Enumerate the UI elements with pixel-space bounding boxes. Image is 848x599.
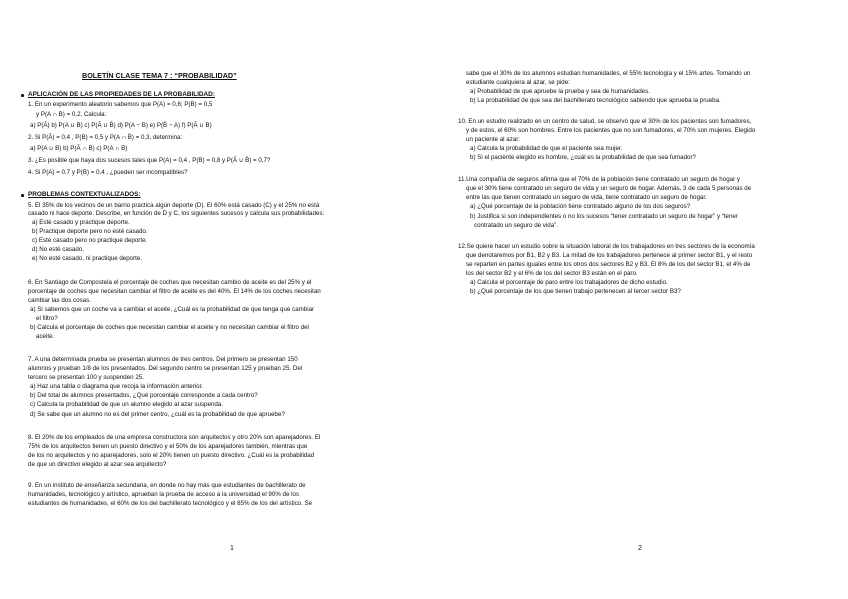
problem-line: de que un directivo elegido al azar sea arquitecto?: [28, 461, 167, 468]
problem-line: cambiar las dos cosas.: [28, 297, 91, 304]
problem-line: el filtro?: [36, 315, 58, 322]
problem-line: 12.Se quiere hacer un estudio sobre la situación laboral de los trabajadores en tres sectores de la economía: [458, 243, 755, 250]
exercise-line: 3. ¿Es posible que haya dos sucesos tales que P(A) = 0,4 , P(B) = 0,8 y P(Ā ∪ B̄) = 0,7?: [28, 157, 271, 164]
problem-line: a) Si sabemos que un coche va a cambiar el aceite, ¿Cuál es la probabilidad de que tenga que cambiar: [30, 306, 315, 313]
problem-line: c) Esté casado pero no practique deporte.: [32, 237, 148, 244]
page-2: [424, 0, 848, 599]
problem-line: b) Practique deporte pero no esté casado.: [32, 228, 148, 235]
problem-line: 5. El 35% de los vecinos de un barrio practica algún deporte (D). El 60% está casado (C) y el 25% no está: [28, 202, 320, 209]
exercise-line: 4. Si P(A) = 0,7 y P(B) = 0,4 , ¿pueden ser incompatibles?: [28, 169, 188, 176]
problem-line: d) Se sabe que un alumno no es del primer centro, ¿cuál es la probabilidad de que apruebe?: [30, 411, 285, 418]
problem-line: b) Del total de alumnos presentados, ¿Qué porcentaje corresponde a cada centro?: [30, 392, 258, 399]
section-heading-problems: PROBLEMAS CONTEXTUALIZADOS:: [28, 191, 141, 198]
problem-line: un paciente al azar:: [466, 136, 521, 143]
problem-line: c) Calcula la probabilidad de que un alumno elegido al azar suspenda.: [30, 401, 223, 408]
problem-line: que denotaremos por B1, B2 y B3. La mitad de los trabajadores pertenece al primer sector B1, y el resto: [466, 252, 753, 259]
problem-line: a) Calcula el porcentaje de paro entre los trabajadores de dicho estudio.: [470, 279, 668, 286]
problem-line: y de estos, el 60% son hombres. Entre los pacientes que no son fumadores, el 70% son mujeres. Elegido: [466, 127, 756, 134]
exercise-line: 2. Si P(Ā) = 0,4 , P(B) = 0,5 y P(A ∩ B̄) = 0,3, determina:: [28, 134, 183, 141]
problem-line: contratado un seguro de vida”.: [474, 222, 558, 229]
problem-line: a) Calcula la probabilidad de que el paciente sea mujer.: [470, 145, 623, 152]
problem-line: estudiante cualquiera al azar, se pide:: [466, 79, 570, 86]
problem-line: a) Probabilidad de que apruebe la prueba y sea de humanidades.: [470, 88, 650, 95]
problem-line: 8. El 20% de los empleados de una empresa constructora son arquitectos y otro 20% son aparejadores. El: [28, 434, 321, 441]
problem-line: 9. En un instituto de enseñanza secundaria, en donde no hay más que estudiantes de bachillerato de: [28, 482, 306, 489]
problem-line: e) No esté casado, ni practique deporte.: [32, 255, 143, 262]
problem-line: estudiantes de humanidades, el 60% de los del bachillerato tecnológico y el 85% de los del artístico. Se: [28, 500, 313, 507]
problem-line: casado ni hace deporte. Describe, en función de D y C, los siguientes sucesos y calcula sus probabilidades:: [28, 210, 325, 217]
problem-line: 10. En un estudio realizado en un centro de salud, se observó que el 30% de los pacientes son fumadores,: [458, 118, 752, 125]
problem-line: b) Calcula el porcentaje de coches que necesitan cambiar el aceite y no necesitan cambiar el filtro del: [30, 324, 309, 331]
bullet: [21, 194, 24, 197]
bullet: [21, 94, 24, 97]
problem-line: b) Si el paciente elegido es hombre, ¿cuál es la probabilidad de que sea fumador?: [470, 154, 696, 161]
section-heading-properties: APLICACIÓN DE LAS PROPIEDADES DE LA PROBABILIDAD:: [28, 91, 215, 98]
problem-line: de los no arquitectos y no aparejadores, solo el 20% tienen un puesto directivo. ¿Cuál es la probabilidad: [28, 452, 315, 459]
problem-line: los del sector B2 y el 6% de los del sector B3 están en el paro.: [466, 270, 638, 277]
problem-line: a) Esté casado y practique deporte.: [32, 219, 130, 226]
problem-line: entre las que tienen contratado un seguro de vida, tiene contratado un seguro de hogar.: [466, 194, 707, 201]
problem-line: alumnos y prueban 1/8 de los presentados. Del segundo centro se presentan 125 y prueban 25. Del: [28, 365, 303, 372]
problem-line: b) La probabilidad de que sea del bachillerato tecnológico sabiendo que aprueba la prueba.: [470, 97, 721, 104]
problem-line: se reparten en partes iguales entre los otros dos sectores B2 y B3. El 8% de los del sector B1, el 4% de: [466, 261, 751, 268]
problem-line: 75% de los arquitectos tienen un puesto directivo y el 50% de los aparejadores también, mientras que: [28, 443, 308, 450]
exercise-line: a) P(Ā) b) P(A ∪ B) c) P(Ā ∪ B̄) d) P(A − B) e) P(B̄ − A) f) P(Ā ∪ B): [30, 122, 212, 129]
page-number: 1: [230, 545, 234, 552]
document-title: BOLETÍN CLASE TEMA 7 : “PROBABILIDAD”: [82, 71, 237, 80]
page-number: 2: [638, 545, 642, 552]
problem-line: sabe que el 30% de los alumnos estudian humanidades, el 55% tecnología y el 15% artes. Tomando un: [466, 70, 751, 77]
exercise-line: 1. En un experimento aleatorio sabemos que P(A) = 0,6; P(B) = 0,5: [28, 101, 213, 108]
problem-line: a) ¿Qué porcentaje de la población tiene contratado alguno de los dos seguros?: [470, 203, 691, 210]
problem-line: 6. En Santiago de Compostela el porcentaje de coches que necesitan cambio de aceite es del 25% y el: [28, 279, 312, 286]
problem-line: b) Justifica si son independientes o no los sucesos “tener contratado un seguro de hogar” y “tener: [470, 213, 738, 220]
problem-line: 7. A una determinada prueba se presentan alumnos de tres centros. Del primero se presentan 150: [28, 356, 298, 363]
exercise-line: y P(A ∩ B) = 0,2. Calcula:: [36, 111, 107, 118]
problem-line: aceite.: [36, 333, 55, 340]
problem-line: humanidades, tecnológico y artístico, aprueban la prueba de acceso a la universidad el 90% de los: [28, 491, 300, 498]
problem-line: d) No esté casado.: [32, 246, 84, 253]
problem-line: porcentaje de coches que necesitan cambiar el filtro de aceite es del 40%. El 14% de los coches necesitan: [28, 288, 321, 295]
problem-line: que el 30% tiene contratado un seguro de vida y un seguro de hogar. Además, 3 de cada 5 personas de: [466, 185, 752, 192]
problem-line: tercero se presentan 100 y suspenden 25.: [28, 374, 144, 381]
problem-line: a) Haz una tabla o diagrama que recoja la información anterior.: [30, 383, 204, 390]
exercise-line: a) P(A ∪ B) b) P(Ā ∩ B) c) P(A ∩ B): [30, 145, 128, 152]
problem-line: 11.Una compañía de seguros afirma que el 70% de la población tiene contratado un seguro de hogar y: [458, 176, 740, 183]
problem-line: b) ¿Qué porcentaje de los que tienen trabajo pertenecen al tercer sector B3?: [470, 288, 681, 295]
